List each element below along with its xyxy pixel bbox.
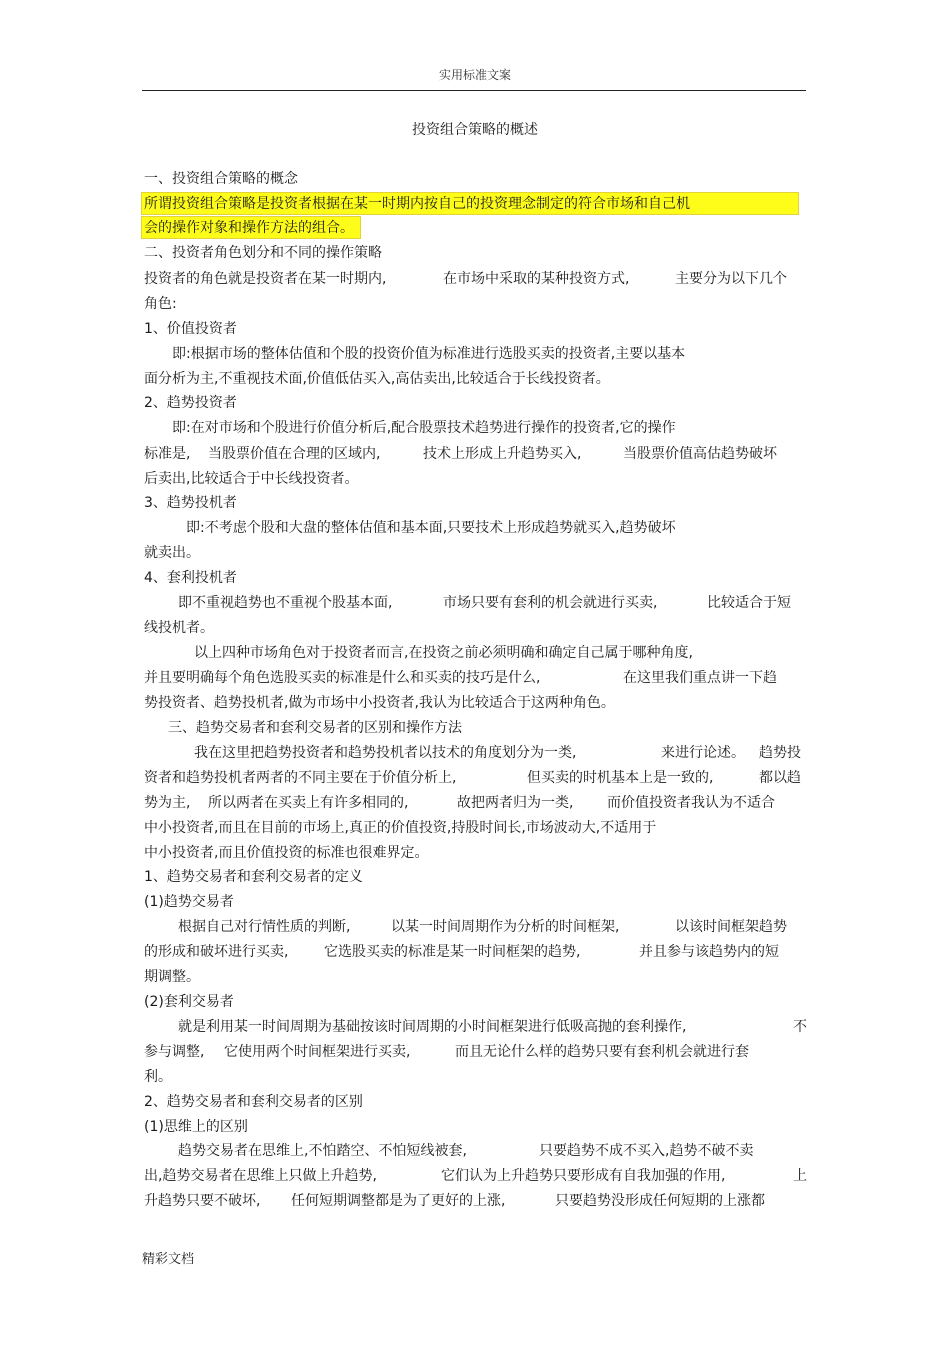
body-text: 即:在对市场和个股进行价值分析后,配合股票技术趋势进行操作的投资者,它的操作 xyxy=(172,420,676,436)
body-text: 在这里我们重点讲一下趋 xyxy=(623,670,777,686)
body-text: 趋势交易者在思维上,不怕踏空、不怕短线被套, xyxy=(178,1143,467,1159)
body-text: 市场只要有套利的机会就进行买卖, xyxy=(443,595,658,611)
body-text: 就卖出。 xyxy=(144,545,200,561)
body-text: 只要趋势不成不买入,趋势不破不卖 xyxy=(539,1143,754,1159)
body-text: 它们认为上升趋势只要形成有自我加强的作用, xyxy=(441,1168,726,1184)
body-text: 但买卖的时机基本上是一致的, xyxy=(527,770,714,786)
body-text: 所以两者在买卖上有许多相同的, xyxy=(208,795,409,811)
body-text: 我在这里把趋势投资者和趋势投机者以技术的角度划分为一类, xyxy=(194,745,577,761)
body-text: 后卖出,比较适合于中长线投资者。 xyxy=(144,471,359,487)
body-text: 比较适合于短 xyxy=(707,595,791,611)
body-text: 即不重视趋势也不重视个股基本面, xyxy=(178,595,393,611)
highlighted-text: 所谓投资组合策略是投资者根据在某一时期内按自己的投资理念制定的符合市场和自己机 xyxy=(144,196,690,212)
subsection-heading: 3、趋势投机者 xyxy=(144,495,237,511)
body-text: 以该时间框架趋势 xyxy=(675,919,787,935)
body-text: 面分析为主,不重视技术面,价值低估买入,高估卖出,比较适合于长线投资者。 xyxy=(144,371,610,387)
body-text: 角色: xyxy=(144,296,177,312)
body-text: 故把两者归为一类, xyxy=(457,795,574,811)
subsection-heading: (2)套利交易者 xyxy=(144,994,234,1010)
subsection-heading: 1、趋势交易者和套利交易者的定义 xyxy=(144,869,363,885)
body-text: 在市场中采取的某种投资方式, xyxy=(443,271,630,287)
body-text: 并且要明确每个角色选股买卖的标准是什么和买卖的技巧是什么, xyxy=(144,670,541,686)
body-text: 上 xyxy=(793,1168,807,1184)
body-text: 即:根据市场的整体估值和个股的投资价值为标准进行选股买卖的投资者,主要以基本 xyxy=(172,346,686,362)
body-text: 当股票价值高估趋势破坏 xyxy=(623,446,777,462)
body-text: 以上四种市场角色对于投资者而言,在投资之前必须明确和确定自己属于哪种角度, xyxy=(194,645,693,661)
body-text: 主要分为以下几个 xyxy=(675,271,787,287)
body-text: 利。 xyxy=(144,1069,172,1085)
page-footer: 精彩文档 xyxy=(142,1252,195,1267)
body-text: 标准是, xyxy=(144,446,191,462)
body-text: 趋势投 xyxy=(759,745,801,761)
body-text: 它选股买卖的标准是某一时间框架的趋势, xyxy=(324,944,581,960)
body-text: 就是利用某一时间周期为基础按该时间周期的小时间框架进行低吸高抛的套利操作, xyxy=(178,1019,687,1035)
body-text: 技术上形成上升趋势买入, xyxy=(423,446,582,462)
body-text: 的形成和破坏进行买卖, xyxy=(144,944,289,960)
subsection-heading: 1、价值投资者 xyxy=(144,321,237,337)
body-text: 投资者的角色就是投资者在某一时期内, xyxy=(144,271,387,287)
section-heading: 二、投资者角色划分和不同的操作策略 xyxy=(144,245,382,261)
subsection-heading: (1)思维上的区别 xyxy=(144,1119,248,1135)
subsection-heading: 2、趋势交易者和套利交易者的区别 xyxy=(144,1094,363,1110)
body-text: 势为主, xyxy=(144,795,191,811)
body-text: 并且参与该趋势内的短 xyxy=(639,944,779,960)
section-heading: 一、投资组合策略的概念 xyxy=(144,171,298,187)
body-text: 参与调整, xyxy=(144,1044,205,1060)
body-text: 线投机者。 xyxy=(144,620,214,636)
body-text: 势投资者、趋势投机者,做为市场中小投资者,我认为比较适合于这两种角色。 xyxy=(144,695,615,711)
section-heading: 三、趋势交易者和套利交易者的区别和操作方法 xyxy=(168,720,462,736)
body-text: 而价值投资者我认为不适合 xyxy=(607,795,775,811)
body-text: 来进行论述。 xyxy=(661,745,745,761)
body-text: 当股票价值在合理的区域内, xyxy=(208,446,381,462)
body-text: 根据自己对行情性质的判断, xyxy=(178,919,351,935)
body-text: 都以趋 xyxy=(759,770,801,786)
body-text: 只要趋势没形成任何短期的上涨都 xyxy=(555,1193,765,1209)
body-text: 出,趋势交易者在思维上只做上升趋势, xyxy=(144,1168,377,1184)
subsection-heading: 2、趋势投资者 xyxy=(144,395,237,411)
document-title: 投资组合策略的概述 xyxy=(412,122,538,138)
body-text: 不 xyxy=(793,1019,807,1035)
body-text: 中小投资者,而且价值投资的标准也很难界定。 xyxy=(144,845,429,861)
page-header: 实用标准文案 xyxy=(438,68,511,82)
subsection-heading: 4、套利投机者 xyxy=(144,570,237,586)
body-text: 中小投资者,而且在目前的市场上,真正的价值投资,持股时间长,市场波动大,不适用于 xyxy=(144,820,657,836)
body-text: 而且无论什么样的趋势只要有套利机会就进行套 xyxy=(455,1044,749,1060)
header-divider xyxy=(142,90,806,91)
body-text: 它使用两个时间框架进行买卖, xyxy=(224,1044,411,1060)
body-text: 即:不考虑个股和大盘的整体估值和基本面,只要技术上形成趋势就买入,趋势破坏 xyxy=(186,520,676,536)
body-text: 期调整。 xyxy=(144,969,200,985)
body-text: 任何短期调整都是为了更好的上涨, xyxy=(291,1193,506,1209)
body-text: 升趋势只要不破坏, xyxy=(144,1193,261,1209)
subsection-heading: (1)趋势交易者 xyxy=(144,894,234,910)
highlighted-text: 会的操作对象和操作方法的组合。 xyxy=(144,220,354,236)
body-text: 资者和趋势投机者两者的不同主要在于价值分析上, xyxy=(144,770,457,786)
body-text: 以某一时间周期作为分析的时间框架, xyxy=(391,919,620,935)
